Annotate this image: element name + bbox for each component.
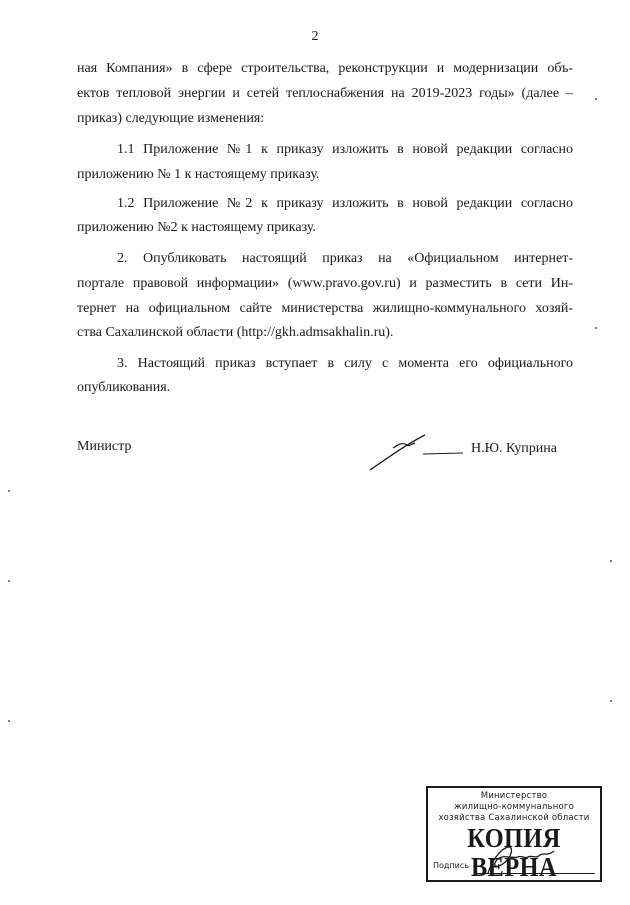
scan-speck — [610, 560, 612, 562]
body-line: 1.1 Приложение №1 к приказу изложить в новой редакции согласно — [117, 142, 573, 157]
stamp-org-line: хозяйства Сахалинской области — [438, 813, 590, 823]
stamp-sign-label: Подпись — [433, 861, 469, 870]
body-line: 1.2 Приложение №2 к приказу изложить в новой редакции согласно — [117, 196, 573, 211]
stamp-org-line: Министерство — [480, 791, 548, 801]
body-line: приложению № 1 к настоящему приказу. — [77, 167, 320, 182]
handwritten-signature — [365, 430, 465, 475]
page-number: 2 — [311, 29, 319, 44]
stamp-signature — [478, 843, 558, 879]
scan-speck — [595, 98, 597, 100]
body-line: портале правовой информации» (www.pravo.gov.ru) и разместить в сети Ин- — [77, 276, 573, 291]
signatory-name: Н.Ю. Куприна — [471, 441, 557, 456]
body-line: 2. Опубликовать настоящий приказ на «Официальном интернет- — [117, 251, 573, 266]
stamp-title: КОПИЯ ВЕРНА — [467, 823, 561, 882]
body-line: ектов тепловой энергии и сетей теплоснабжения на 2019-2023 годы» (далее – — [77, 86, 573, 101]
stamp-org-line: жилищно-коммунального — [454, 802, 574, 812]
body-line: ная Компания» в сфере строительства, реконструкции и модернизации объ- — [77, 61, 573, 76]
signatory-position: Министр — [77, 439, 132, 454]
scan-speck — [8, 720, 10, 722]
scan-speck — [610, 700, 612, 702]
scan-speck — [8, 580, 10, 582]
body-line: приложению №2 к настоящему приказу. — [77, 220, 316, 235]
body-line: ства Сахалинской области (http://gkh.admsakhalin.ru). — [77, 325, 394, 340]
body-line: 3. Настоящий приказ вступает в силу с момента его официального — [117, 356, 573, 371]
body-line: приказ) следующие изменения: — [77, 111, 265, 126]
body-line: опубликования. — [77, 380, 171, 395]
scan-speck — [8, 490, 10, 492]
body-line: тернет на официальном сайте министерства жилищно-коммунального хозяй- — [77, 301, 573, 316]
scan-speck — [595, 327, 597, 329]
